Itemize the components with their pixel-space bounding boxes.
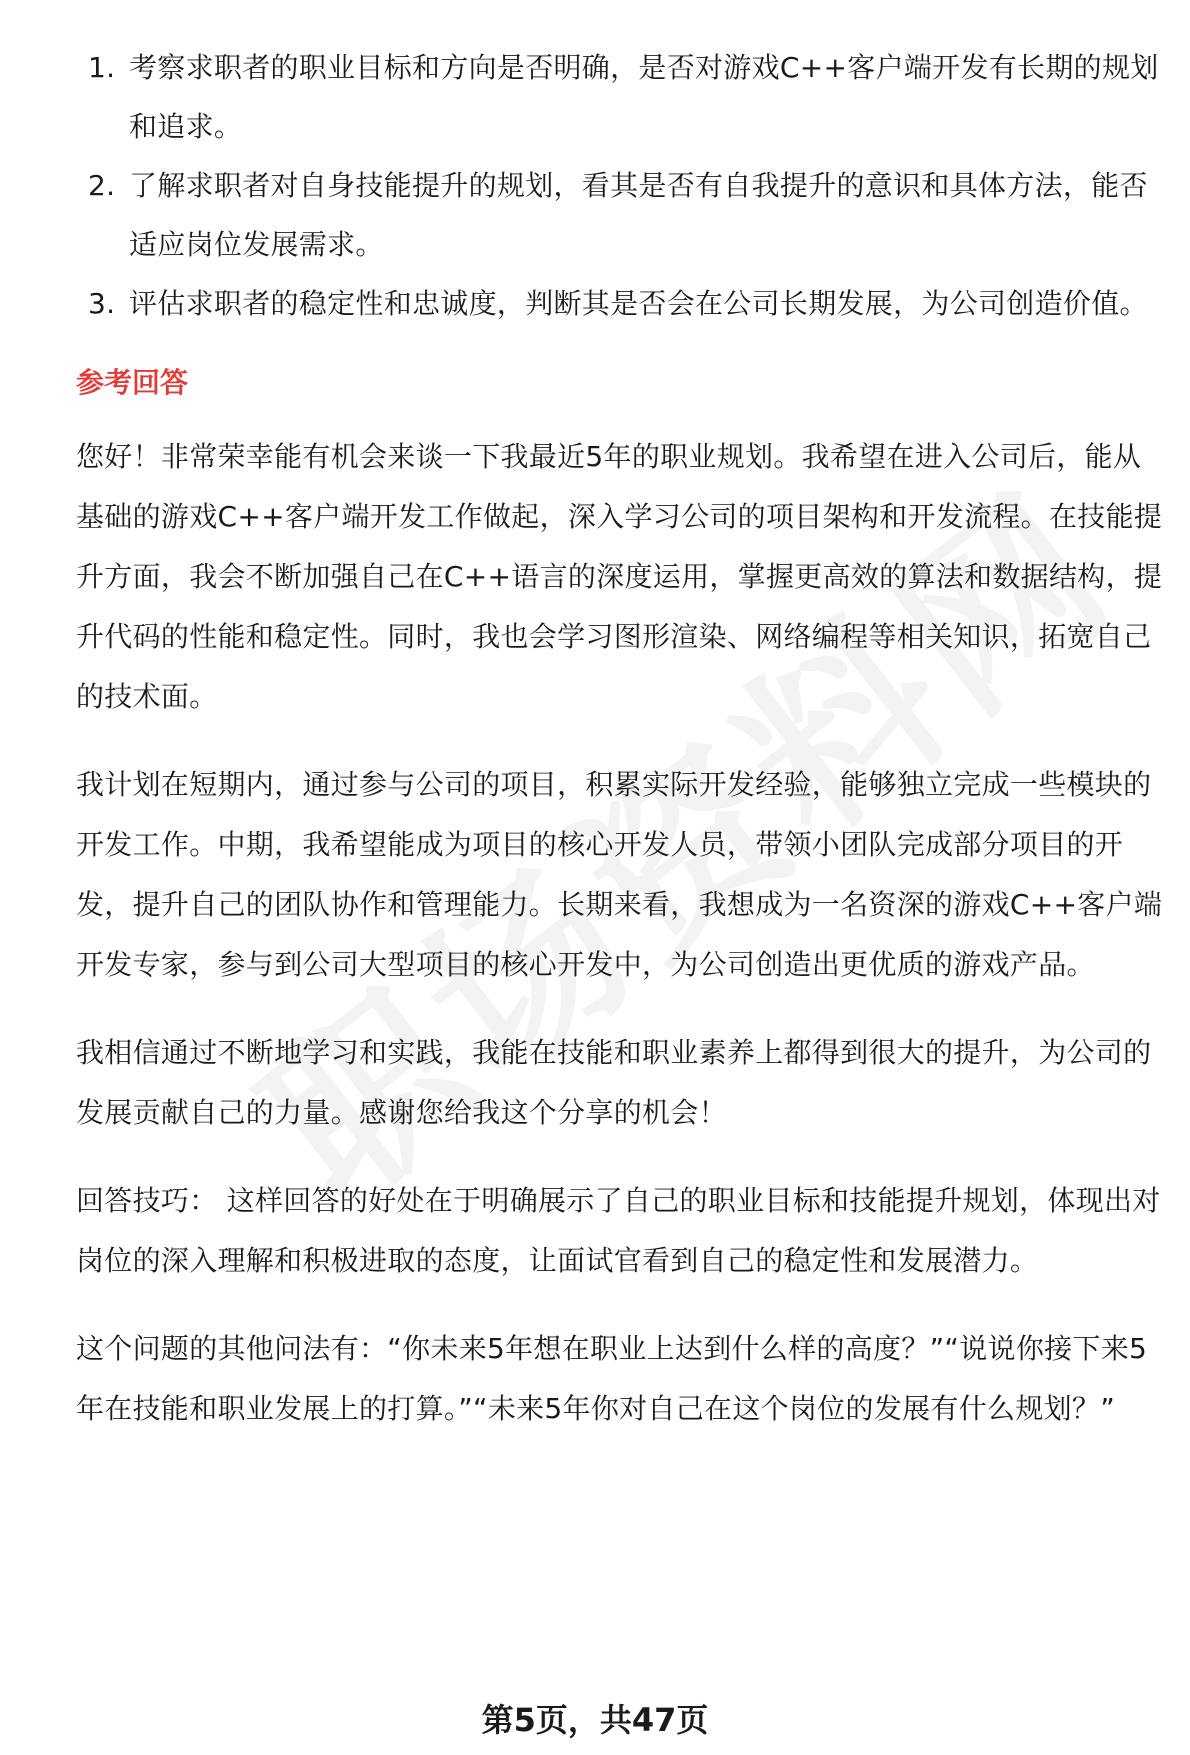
list-item-text: 考察求职者的职业目标和方向是否明确，是否对游戏C++客户端开发有长期的规划和追求。 bbox=[129, 51, 1159, 143]
answer-paragraph: 我计划在短期内，通过参与公司的项目，积累实际开发经验，能够独立完成一些模块的开发工作。中期，我希望能成为项目的核心开发人员，带领小团队完成部分项目的开发，提升自己的团队协作和管理能力。长期来看，我想成为一名资深的游戏C++客户端开发专家，参与到公司大型项目的核心开发中，为公司创造出更优质的游戏产品。 bbox=[76, 768, 1163, 981]
list-item-number: 3. bbox=[88, 287, 116, 320]
list-item-text: 了解求职者对自身技能提升的规划，看其是否有自我提升的意识和具体方法，能否适应岗位发展需求。 bbox=[129, 169, 1148, 261]
section-title: 参考回答 bbox=[76, 366, 189, 399]
answer-tips-paragraph: 回答技巧： 这样回答的好处在于明确展示了自己的职业目标和技能提升规划，体现出对岗位的深入理解和积极进取的态度，让面试官看到自己的稳定性和发展潜力。 bbox=[76, 1184, 1161, 1277]
answer-paragraph: 我相信通过不断地学习和实践，我能在技能和职业素养上都得到很大的提升，为公司的发展贡献自己的力量。感谢您给我这个分享的机会！ bbox=[76, 1036, 1152, 1129]
list-item-number: 2. bbox=[88, 169, 116, 202]
answer-paragraph: 您好！非常荣幸能有机会来谈一下我最近5年的职业规划。我希望在进入公司后，能从基础的游戏C++客户端开发工作做起，深入学习公司的项目架构和开发流程。在技能提升方面，我会不断加强自己在C++语言的深度运用，掌握更高效的算法和数据结构，提升代码的性能和稳定性。同时，我也会学习图形渲染、网络编程等相关知识，拓宽自己的技术面。 bbox=[76, 440, 1163, 713]
document-body bbox=[76, 38, 1166, 1467]
list-item bbox=[76, 38, 1166, 156]
list-item bbox=[76, 274, 1166, 333]
list-item bbox=[76, 156, 1166, 274]
list-item-text: 评估求职者的稳定性和忠诚度，判断其是否会在公司长期发展，为公司创造价值。 bbox=[129, 287, 1148, 320]
alternative-questions-paragraph: 这个问题的其他问法有：“你未来5年想在职业上达到什么样的高度？”“说说你接下来5年在技能和职业发展上的打算。”“未来5年你对自己在这个岗位的发展有什么规划？” bbox=[76, 1332, 1148, 1425]
objectives-list bbox=[76, 38, 1166, 333]
list-item-number: 1. bbox=[88, 51, 116, 84]
page-number-footer: 第5页，共47页 bbox=[481, 1701, 709, 1739]
